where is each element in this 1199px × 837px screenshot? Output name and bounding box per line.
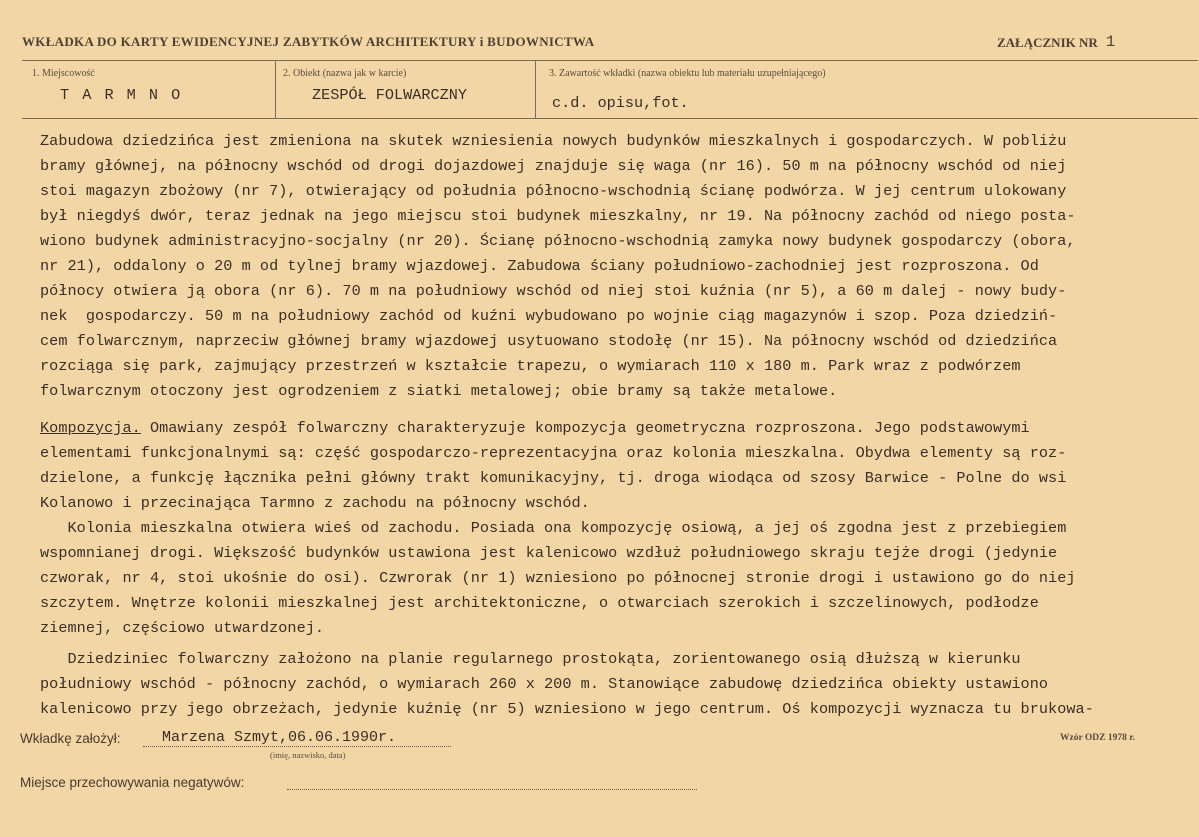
- body-line: szczytem. Wnętrze kolonii mieszkalnej jest architektoniczne, o otwarciach szerokich i szczelinowych, podłodze: [40, 594, 1039, 612]
- created-by-value: Marzena Szmyt,06.06.1990r.: [162, 729, 397, 746]
- body-line: dzielone, a funkcję łącznika pełni główny trakt komunikacyjny, tj. droga wiodąca od szosy Barwice - Polne do wsi: [40, 469, 1067, 487]
- form-title: WKŁADKA DO KARTY EWIDENCYJNEJ ZABYTKÓW ARCHITEKTURY i BUDOWNICTWA: [22, 34, 595, 49]
- body-line: bramy głównej, na północny wschód od drogi dojazdowej znajduje się waga (nr 16). 50 m na północny wschód od niej: [40, 157, 1067, 175]
- body-line: ziemnej, częściowo utwardzonej.: [40, 619, 325, 637]
- locality-label: 1. Miejscowość: [32, 68, 95, 79]
- contents-label: 3. Zawartość wkładki (nazwa obiektu lub materiału uzupełniającego): [549, 68, 826, 79]
- body-line: czworak, nr 4, stoi ukośnie do osi). Czwrorak (nr 1) wzniesiono po północnej stronie drogi i ustawiono go do niej: [40, 569, 1076, 587]
- body-line: folwarcznym otoczony jest ogrodzeniem z siatki metalowej; obie bramy są także metalowe.: [40, 382, 838, 400]
- form-template-note: Wzór ODZ 1978 r.: [1060, 733, 1135, 743]
- created-by-dotted-line: [143, 746, 451, 747]
- header-bottom-rule: [22, 118, 1198, 119]
- body-line: Dziedziniec folwarczny założono na planie regularnego prostokąta, zorientowanego osią dłuższą w kierunku: [40, 650, 1021, 668]
- body-line: elementami funkcjonalnymi są: część gospodarczo-reprezentacyjna oraz kolonia mieszkalna. Obydwa elementy są roz-: [40, 444, 1067, 462]
- body-line: Kolanowo i przecinająca Tarmno z zachodu na północny wschód.: [40, 494, 590, 512]
- body-line: był niegdyś dwór, teraz jednak na jego miejscu stoi budynek mieszkalny, nr 19. Na północny zachód od niego posta-: [40, 207, 1076, 225]
- field-divider-2: [535, 60, 536, 118]
- body-line: rozciąga się park, zajmujący przestrzeń w kształcie trapezu, o wymiarach 110 x 180 m. Park wraz z podwórzem: [40, 357, 1021, 375]
- body-line: południowy wschód - północny zachód, o wymiarach 260 x 200 m. Stanowiące zabudowę dziedzińca obiekty ustawiono: [40, 675, 1049, 693]
- body-line: cem folwarcznym, naprzeciw głównej bramy wjazdowej usytuowano stodołę (nr 15). Na północny wschód od dziedzińca: [40, 332, 1058, 350]
- negatives-dotted-line: [287, 789, 697, 790]
- locality-value: T A R M N O: [60, 86, 183, 104]
- annex-number: [997, 34, 1115, 52]
- created-by-note: (imię, nazwisko, data): [270, 750, 346, 760]
- composition-heading: Kompozycja.: [40, 419, 141, 437]
- composition-first-line: Omawiany zespół folwarczny charakteryzuje kompozycja geometryczna rozproszona. Jego podstawowymi: [140, 419, 1030, 437]
- body-line: nek gospodarczy. 50 m na południowy zachód od kuźni wybudowano po wojnie ciąg magazynów i szop. Poza dziedziń-: [40, 307, 1058, 325]
- field-divider-1: [275, 60, 276, 118]
- annex-label: ZAŁĄCZNIK NR: [997, 35, 1098, 50]
- annex-value: 1: [1105, 33, 1116, 51]
- header-top-rule: [22, 60, 1198, 61]
- created-by-label: Wkładkę założył:: [20, 731, 121, 746]
- body-line: Zabudowa dziedzińca jest zmieniona na skutek wzniesienia nowych budynków mieszkalnych i gospodarczych. W pobliżu: [40, 132, 1067, 150]
- contents-value: c.d. opisu,fot.: [552, 94, 689, 112]
- body-line: wiono budynek administracyjno-socjalny (nr 20). Ścianę północno-wschodnią zamyka nowy budynek gospodarczy (obora,: [40, 232, 1076, 250]
- body-line: nr 21), oddalony o 20 m od tylnej bramy wjazdowej. Zabudowa ściany południowo-zachodniej jest rozproszona. Od: [40, 257, 1039, 275]
- body-line: Kolonia mieszkalna otwiera wieś od zachodu. Posiada ona kompozycję osiową, a jej oś zgodna jest z przebiegiem: [40, 519, 1067, 537]
- body-line: wspomnianej drogi. Większość budynków ustawiona jest kalenicowo wzdłuż południowego skraju tejże drogi (jedynie: [40, 544, 1058, 562]
- object-label: 2. Obiekt (nazwa jak w karcie): [283, 68, 407, 79]
- body-line: kalenicowo przy jego obrzeżach, jedynie kuźnię (nr 5) wzniesiono w jego centrum. Oś kompozycji wyznacza tu brukowa-: [40, 700, 1094, 718]
- negatives-label: Miejsce przechowywania negatywów:: [20, 775, 245, 790]
- body-line: stoi magazyn zbożowy (nr 7), otwierający od południa północno-wschodnią ścianę podwórza. W jej centrum ulokowany: [40, 182, 1067, 200]
- body-line: północy otwiera ją obora (nr 6). 70 m na południowy wschód od niej stoi kuźnia (nr 5), a 60 m dalej - nowy budy-: [40, 282, 1067, 300]
- composition-paragraph-start: [40, 419, 1030, 437]
- object-value: ZESPÓŁ FOLWARCZNY: [312, 86, 467, 104]
